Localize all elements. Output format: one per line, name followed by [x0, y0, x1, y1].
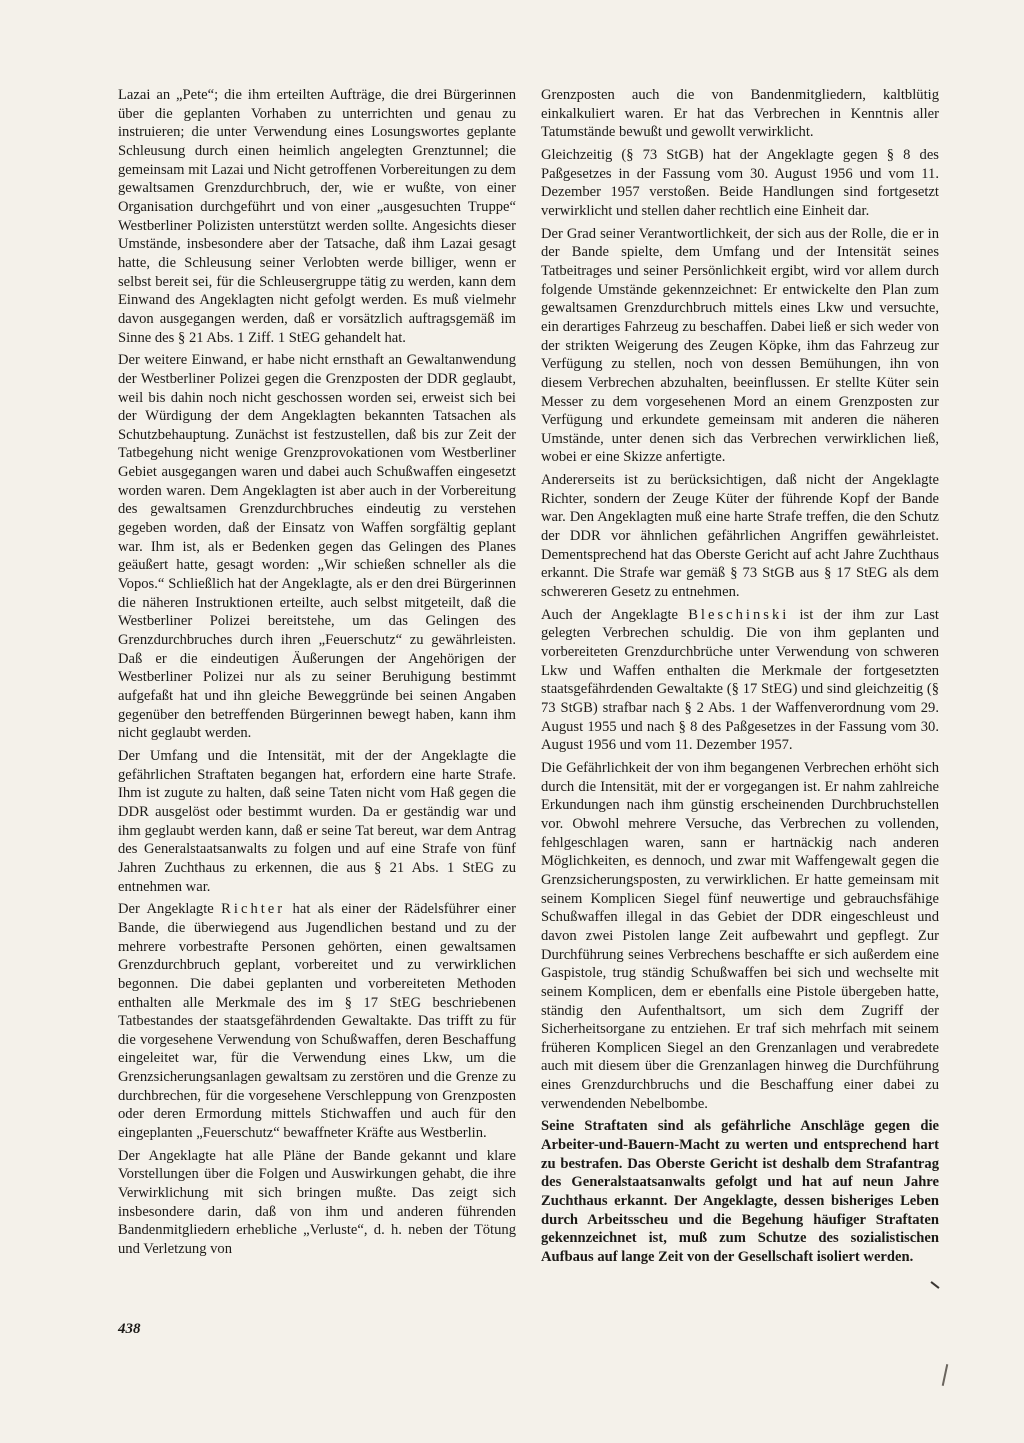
paragraph: Der Umfang und die Intensität, mit der der Angeklagte die gefährlichen Straftaten begangen hat, erfordern eine harte Strafe. Ihm ist zugute zu halten, daß seine Taten nicht vom Haß gegen die DDR ausgelöst oder bestimmt wurden. Da er geständig war und ihm geglaubt werden kann, daß er seine Tat bereut, war dem Antrag des Generalstaatsanwalts zu folgen und auf eine Strafe von fünf Jahren Zuchthaus zu erkennen, die aus § 21 Abs. 1 StEG zu entnehmen war.: [118, 747, 516, 895]
paragraph: Der Angeklagte hat alle Pläne der Bande gekannt und klare Vorstellungen über die Folgen und Auswirkungen gehabt, die ihre Verwirklichung mit sich bringen mußte. Das zeigt sich insbesondere darin, daß von ihm und anderen führenden Bandenmitgliedern erhebliche „Verluste“, d. h. neben der Tötung und Verletzung von: [118, 1147, 516, 1258]
defendant-name: Richter: [221, 901, 286, 918]
paragraph-text: hat als einer der Rädelsführer einer Bande, die überwiegend aus Jugendlichen bestand und zu der mehrere vorbestrafte Personen gehörten, einen gewaltsamen Grenzdurchbruch geplant, vorbereitet und zu verwirklichen begonnen. Die dabei geplanten und vorbereiteten Methoden enthalten alle Merkmale des im § 17 StEG beschriebenen Tatbestandes der staatsgefährdenden Gewaltakte. Das trifft zu für die vorgesehene Verwendung von Schußwaffen, deren Beschaffung eingeleitet war, für die Verwendung eines Lkw, um die Grenzsicherungsanlagen gewaltsam zu zerstören und die Grenze zu durchbrechen, für die vorgesehene Verschleppung von Grenzposten oder deren Ermordung mittels Stichwaffen und auch für den eingeplanten „Feuerschutz“ bewaffneter Kräfte aus Westberlin.: [118, 901, 516, 1142]
scan-mark-icon: [942, 1364, 949, 1386]
paragraph-text: Auch der Angeklagte: [541, 606, 689, 623]
paragraph-text: Der Angeklagte: [118, 901, 222, 918]
paragraph: Der weitere Einwand, er habe nicht ernsthaft an Gewaltanwendung der Westberliner Polizei gegen die Grenzposten der DDR geglaubt, weil bis dahin noch nicht geschossen worden sei, erweist sich bei der Würdigung der dem Angeklagten bekannten Tatsachen als Schutzbehauptung. Zunächst ist festzustellen, daß bis zur Zeit der Tatbegehung nicht wenige Grenzprovokationen vom Westberliner Gebiet ausgegangen waren und dabei auch Schußwaffen eingesetzt worden waren. Dem Angeklagten ist aber auch in der Vorbereitung des gewaltsamen Grenzdurchbruches eindeutig zu verstehen gegeben worden, daß der Einsatz von Waffen sorgfältig geplant war. Ihm ist, als er Bedenken gegen das Gelingen des Planes geäußert hatte, gesagt worden: „Wir schießen schneller als die Vopos.“ Schließlich hat der Angeklagte, als er den drei Bürgerinnen die näheren Instruktionen erteilte, auch selbst mitgeteilt, daß die Westberliner Polizei bereitstehe, um das Gelingen des Grenzdurchbruches durch ihren „Feuerschutz“ zu gewährleisten. Daß er die eindeutigen Äußerungen der Angehörigen der Westberliner Polizei nur als zu seiner Beruhigung bestimmt aufgefaßt hat und ihn gleiche Beweggründe bei seinen Angaben gegenüber den betreffenden Bürgerinnen bewegt haben, kann ihm nicht geglaubt werden.: [118, 352, 516, 742]
paragraph: Lazai an „Pete“; die ihm erteilten Aufträge, die drei Bürgerinnen über die geplanten Vorhaben zu unterrichten und genau zu instruieren; die unter Verwendung eines Losungswortes geplante Schleusung durch einen heimlich angelegten Grenztunnel; die gemeinsam mit Lazai und Nicht getroffenen Vorbereitungen zu dem gewaltsamen Grenzdurchbruch, der, wie er wußte, von einer Organisation durchgeführt und von einer „ausgesuchten Truppe“ Westberliner Polizisten unterstützt werden sollte. Angesichts dieser Umstände, insbesondere aber der Tatsache, daß ihm Lazai gesagt hatte, die Schleusung seiner Verlobten werde billiger, wenn er selbst bereit sei, für die Schleusergruppe tätig zu werden, kann dem Einwand des Angeklagten nicht gefolgt werden. Es muß vielmehr davon ausgegangen werden, daß er vorsätzlich auftragsgemäß im Sinne des § 21 Abs. 1 Ziff. 1 StEG gehandelt hat.: [118, 87, 516, 346]
paragraph: [118, 900, 516, 1143]
paragraph: Andererseits ist zu berücksichtigen, daß nicht der Angeklagte Richter, sondern der Zeuge Küter der führende Kopf der Bande war. Den Angeklagten muß eine harte Strafe treffen, die den Schutz der DDR vor ähnlichen gefährlichen Angriffen gewährleistet. Dementsprechend hat das Oberste Gericht auf acht Jahre Zuchthaus erkannt. Die Strafe war gemäß § 73 StGB aus § 17 StEG als dem schwereren Gesetz zu entnehmen.: [541, 472, 939, 601]
paragraph: Gleichzeitig (§ 73 StGB) hat der Angeklagte gegen § 8 des Paßgesetzes in der Fassung vom 30. August 1956 und vom 11. Dezember 1957 verstoßen. Beide Handlungen sind fortgesetzt verwirklicht und stellen daher rechtlich eine Einheit dar.: [541, 146, 939, 219]
right-column: [541, 86, 939, 1271]
paragraph: Die Gefährlichkeit der von ihm begangenen Verbrechen erhöht sich durch die Intensität, mit der er vorgegangen ist. Er nahm zahlreiche Erkundungen nach ihm günstig erscheinenden Durchbruchstellen vor. Obwohl mehrere Versuche, das Verbrechen zu vollenden, fehlgeschlagen waren, sann er hartnäckig nach anderen Möglichkeiten, es dennoch, und zwar mit Waffengewalt gegen die Grenzsicherungsposten, zu verwirklichen. Er hatte gemeinsam mit seinem Komplicen Siegel fünf neuwertige und gebrauchsfähige Schußwaffen illegal in das Gebiet der DDR eingeschleust und davon zwei Pistolen lange Zeit aufbewahrt und gepflegt. Zur Durchführung seines Verbrechens beschaffte er sich außerdem eine Gaspistole, trug ständig Schußwaffen bei sich und wechselte mit seinem Komplicen, dem er ebenfalls eine Pistole übergeben hatte, ständig den Aufenthaltsort, um sich dem Zugriff der Sicherheitsorgane zu entziehen. Er traf sich mehrfach mit seinem früheren Komplicen Siegel an den Grenzanlagen und verabredete auch mit diesem über die Grenzanlagen hinweg die Durchführung eines Grenzdurchbruchs und die Beschaffung einer dabei zu verwendenden Nebelbombe.: [541, 759, 939, 1112]
left-column: [118, 86, 516, 1263]
paragraph: Seine Straftaten sind als gefährliche Anschläge gegen die Arbeiter-und-Bauern-Macht zu werten und entsprechend hart zu bestrafen. Das Oberste Gericht ist deshalb dem Strafantrag des Generalstaatsanwalts gefolgt und hat auf neun Jahre Zuchthaus erkannt. Der Angeklagte, dessen bisheriges Leben durch Arbeitsscheu und die Begehung häufiger Straftaten gekennzeichnet ist, muß zum Schutze des sozialistischen Aufbaus auf lange Zeit von der Gesellschaft isoliert werden.: [541, 1118, 939, 1266]
scan-mark-icon: [930, 1281, 939, 1289]
paragraph: Der Grad seiner Verantwortlichkeit, der sich aus der Rolle, die er in der Bande spielte, dem Umfang und der Intensität seines Tatbeitrages und seiner Persönlichkeit ergibt, wird vor allem durch folgende Umstände gekennzeichnet: Er entwickelte den Plan zum gewaltsamen Grenzdurchbruch mittels eines Lkw und versuchte, ein derartiges Fahrzeug zu beschaffen. Dabei ließ er sich weder von der strikten Weigerung des Zeugen Köpke, ihm das Fahrzeug zur Verfügung zu stellen, noch von dessen Bemühungen, ihn von diesem Verbrechen abzuhalten, beeinflussen. Er stellte Küter sein Messer zu dem vorgesehenen Mord an einem Grenzposten zur Verfügung und erkundete gemeinsam mit anderen die näheren Umstände, unter denen sich das Verbrechen verwirklichen ließ, wobei er eine Skizze anfertigte.: [541, 225, 939, 466]
paragraph: Grenzposten auch die von Bandenmitgliedern, kaltblütig einkalkuliert waren. Er hat das Verbrechen in Kenntnis aller Tatumstände bewußt und gewollt verwirklicht.: [541, 87, 939, 141]
paragraph-text: ist der ihm zur Last gelegten Verbrechen schuldig. Die von ihm geplanten und vorbereiteten Grenzdurchbrüche unter Verwendung von schweren Lkw und Waffen enthalten die Merkmale der fortgesetzten staatsgefährdenden Gewaltakte (§ 17 StEG) und sind gleichzeitig (§ 73 StGB) strafbar nach § 2 Abs. 1 der Waffenverordnung vom 29. August 1955 und nach § 8 des Paßgesetzes in der Fassung vom 30. August 1956 und vom 11. Dezember 1957.: [541, 606, 939, 754]
paragraph: [541, 606, 939, 755]
defendant-name: Bleschinski: [688, 606, 790, 623]
page-number: 438: [118, 1321, 141, 1337]
